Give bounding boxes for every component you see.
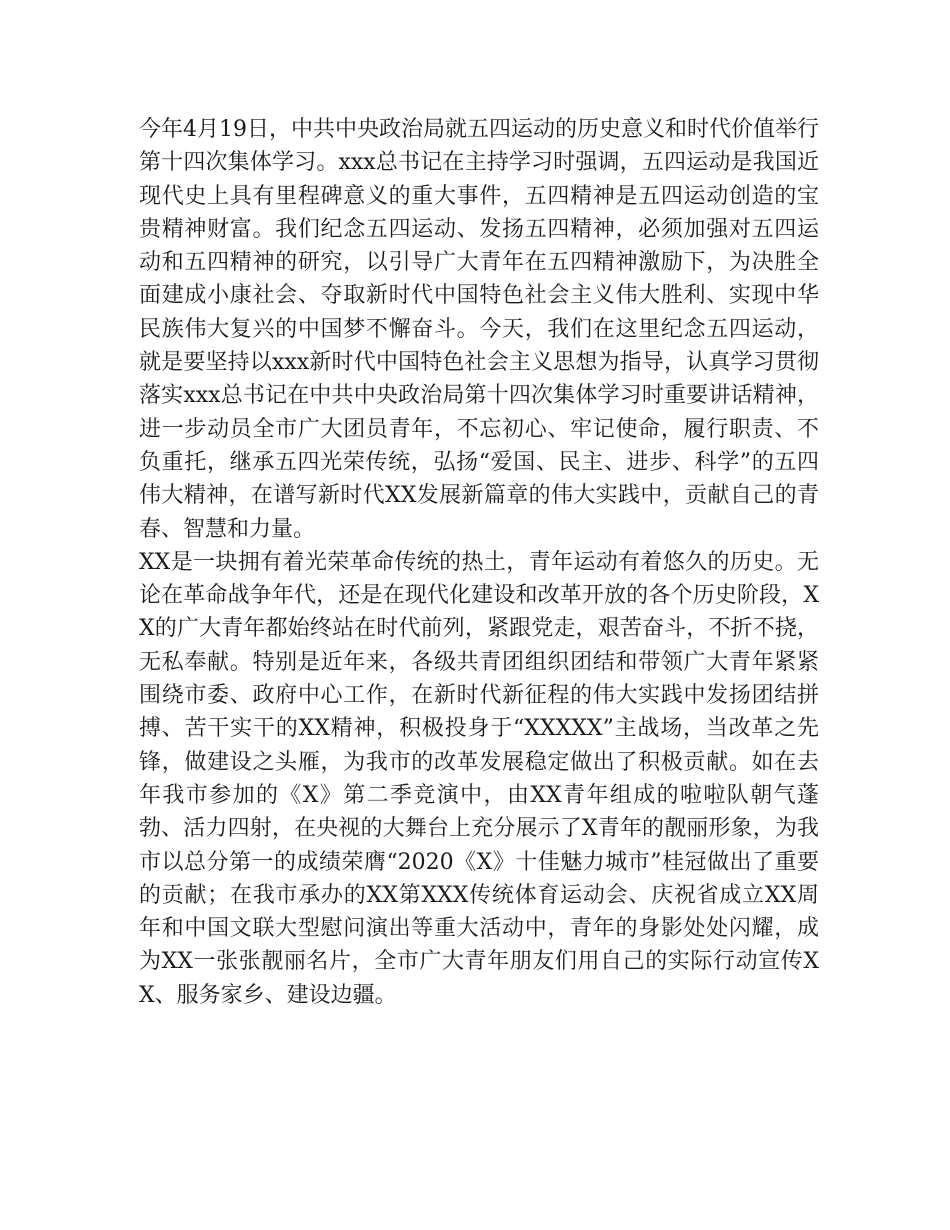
paragraph-1: 今年4月19日，中共中央政治局就五四运动的历史意义和时代价值举行第十四次集体学习。xxx总书记在主持学习时强调，五四运动是我国近现代史上具有里程碑意义的重大事件，五四精神是五四运动创造的宝贵精神财富。我们纪念五四运动、发扬五四精神，必须加强对五四运动和五四精神的研究，以引导广大青年在五四精神激励下，为决胜全面建成小康社会、夺取新时代中国特色社会主义伟大胜利、实现中华民族伟大复兴的中国梦不懈奋斗。今天，我们在这里纪念五四运动，就是要坚持以xxx新时代中国特色社会主义思想为指导，认真学习贯彻落实xxx总书记在中共中央政治局第十四次集体学习时重要讲话精神，进一步动员全市广大团员青年，不忘初心、牢记使命，履行职责、不负重托，继承五四光荣传统，弘扬“爱国、民主、进步、科学”的五四伟大精神，在谱写新时代XX发展新篇章的伟大实践中，贡献自己的青春、智慧和力量。 <box>139 117 819 542</box>
document-page <box>139 113 819 1012</box>
paragraph-2: XX是一块拥有着光荣革命传统的热土，青年运动有着悠久的历史。无论在革命战争年代，还是在现代化建设和改革开放的各个历史阶段，XX的广大青年都始终站在时代前列，紧跟党走，艰苦奋斗，不折不挠，无私奉献。特别是近年来，各级共青团组织团结和带领广大青年紧紧围绕市委、政府中心工作，在新时代新征程的伟大实践中发扬团结拼搏、苦干实干的XX精神，积极投身于“XXXXX”主战场，当改革之先锋，做建设之头雁，为我市的改革发展稳定做出了积极贡献。如在去年我市参加的《X》第二季竞演中，由XX青年组成的啦啦队朝气蓬勃、活力四射，在央视的大舞台上充分展示了X青年的靓丽形象，为我市以总分第一的成绩荣膺“2020《X》十佳魅力城市”桂冠做出了重要的贡献；在我市承办的XX第XXX传统体育运动会、庆祝省成立XX周年和中国文联大型慰问演出等重大活动中，青年的身影处处闪耀，成为XX一张张靓丽名片，全市广大青年朋友们用自己的实际行动宣传XX、服务家乡、建设边疆。 <box>139 549 819 1008</box>
